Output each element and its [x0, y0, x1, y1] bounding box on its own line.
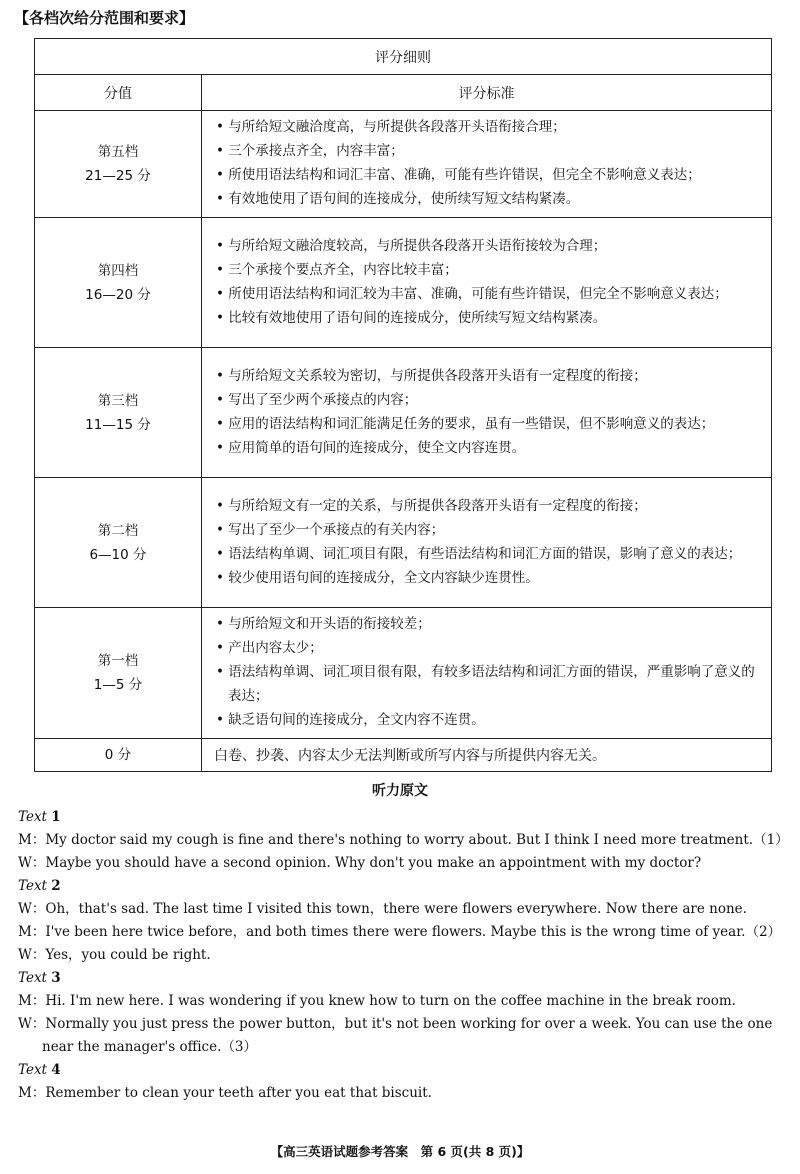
dialogue-line: M：Remember to clean your teeth after you eat that biscuit. [18, 1085, 432, 1101]
criteria-item: • 与所给短文融洽度高，与所提供各段落开头语衔接合理； [216, 119, 566, 135]
band-name: 第二档 [97, 522, 139, 539]
criteria-item: • 语法结构单调、词汇项目有限，有些语法结构和词汇方面的错误，影响了意义的表达； [216, 545, 742, 562]
band-name: 第一档 [97, 653, 139, 669]
table-row [35, 478, 772, 608]
text-label-word: Text [18, 809, 47, 825]
criteria-item: • 比较有效地使用了语句间的连接成分，使所续写短文结构紧凑。 [216, 309, 607, 326]
criteria-item: • 三个承接个要点齐全，内容比较丰富； [216, 261, 458, 278]
text-label-word: Text [18, 1062, 47, 1078]
text-label-word: Text [18, 878, 47, 894]
table-row [35, 608, 772, 739]
band-score [35, 218, 202, 348]
dialogue-line: M：My doctor said my cough is fine and there's nothing to worry about. But I think I need more treatment.（1） [18, 832, 789, 848]
band-name: 第三档 [97, 392, 139, 409]
criteria-item: • 所使用语法结构和词汇较为丰富、准确，可能有些许错误，但完全不影响意义表达； [216, 285, 728, 302]
text-number: 2 [51, 878, 61, 894]
band-name: 第五档 [97, 144, 139, 160]
criteria-item: • 有效地使用了语句间的连接成分，使所续写短文结构紧凑。 [216, 191, 580, 207]
band-criteria [202, 348, 772, 478]
band-range: 16—20 分 [85, 286, 151, 303]
table-title: 评分细则 [35, 39, 772, 75]
criteria-item: • 较少使用语句间的连接成分，全文内容缺少连贯性。 [216, 569, 539, 586]
band-score [35, 608, 202, 739]
criteria-item: • 三个承接点齐全，内容丰富； [216, 143, 404, 159]
dialogue-line: W：Oh，that's sad. The last time I visited this town，there were flowers everywhere. Now there are none. [18, 901, 747, 917]
table-row [35, 218, 772, 348]
text-label [18, 1059, 793, 1082]
band-range: 11—15 分 [85, 416, 151, 433]
dialogue-line: W：Normally you just press the power button，but it's not been working for over a week. You can use the one near the manager's office.（3） [18, 1016, 773, 1055]
criteria-item: • 应用的语法结构和词汇能满足任务的要求，虽有一些错误，但不影响意义的表达； [216, 415, 715, 432]
dialogue-line: M：Hi. I'm new here. I was wondering if you knew how to turn on the coffee machine in the break room. [18, 993, 736, 1009]
band-score: 0 分 [35, 739, 202, 772]
criteria-item: • 语法结构单调、词汇项目很有限，有较多语法结构和词汇方面的错误，严重影响了意义的表达； [216, 664, 755, 704]
band-criteria [202, 218, 772, 348]
criteria-item: • 与所给短文和开头语的衔接较差； [216, 616, 431, 632]
table-row [35, 348, 772, 478]
listening-title: 听力原文 [372, 783, 428, 799]
band-score [35, 111, 202, 218]
text-number: 3 [51, 970, 61, 986]
band-score [35, 348, 202, 478]
section-heading: 【各档次给分范围和要求】 [14, 9, 195, 27]
text-number: 4 [51, 1062, 61, 1078]
grading-table [34, 38, 772, 772]
text-number: 1 [51, 809, 61, 825]
band-criteria [202, 111, 772, 218]
band-criteria: 白卷、抄袭、内容太少无法判断或所写内容与所提供内容无关。 [202, 739, 772, 772]
criteria-item: • 缺乏语句间的连接成分，全文内容不连贯。 [216, 712, 485, 728]
table-row [35, 739, 772, 772]
listening-transcript [18, 806, 793, 1105]
criteria-item: • 与所给短文关系较为密切，与所提供各段落开头语有一定程度的衔接； [216, 367, 647, 384]
band-score [35, 478, 202, 608]
band-range: 1—5 分 [93, 677, 143, 693]
dialogue-line: W：Yes，you could be right. [18, 947, 211, 963]
band-criteria [202, 478, 772, 608]
criteria-item: • 产出内容太少； [216, 640, 323, 656]
column-header-score: 分值 [35, 75, 202, 111]
text-label [18, 875, 793, 898]
text-label-word: Text [18, 970, 47, 986]
text-label [18, 806, 793, 829]
page-footer: 【高三英语试题参考答案 第 6 页(共 8 页)】 [270, 1144, 530, 1159]
criteria-item: • 与所给短文融洽度较高，与所提供各段落开头语衔接较为合理； [216, 237, 607, 254]
band-range: 6—10 分 [89, 546, 147, 563]
band-criteria [202, 608, 772, 739]
text-label [18, 967, 793, 990]
dialogue-line: W：Maybe you should have a second opinion. Why don't you make an appointment with my doctor? [18, 855, 702, 871]
criteria-item: • 与所给短文有一定的关系，与所提供各段落开头语有一定程度的衔接； [216, 497, 647, 514]
criteria-item: • 写出了至少一个承接点的有关内容； [216, 521, 445, 538]
column-header-criteria: 评分标准 [202, 75, 772, 111]
band-name: 第四档 [97, 262, 139, 279]
criteria-item: • 应用简单的语句间的连接成分，使全文内容连贯。 [216, 439, 526, 456]
band-range: 21—25 分 [85, 168, 151, 184]
table-row [35, 111, 772, 218]
criteria-item: • 所使用语法结构和词汇丰富、准确，可能有些许错误，但完全不影响意义表达； [216, 167, 701, 183]
criteria-item: • 写出了至少两个承接点的内容； [216, 391, 418, 408]
dialogue-line: M：I've been here twice before，and both times there were flowers. Maybe this is the wrong time of year.（2） [18, 924, 782, 940]
